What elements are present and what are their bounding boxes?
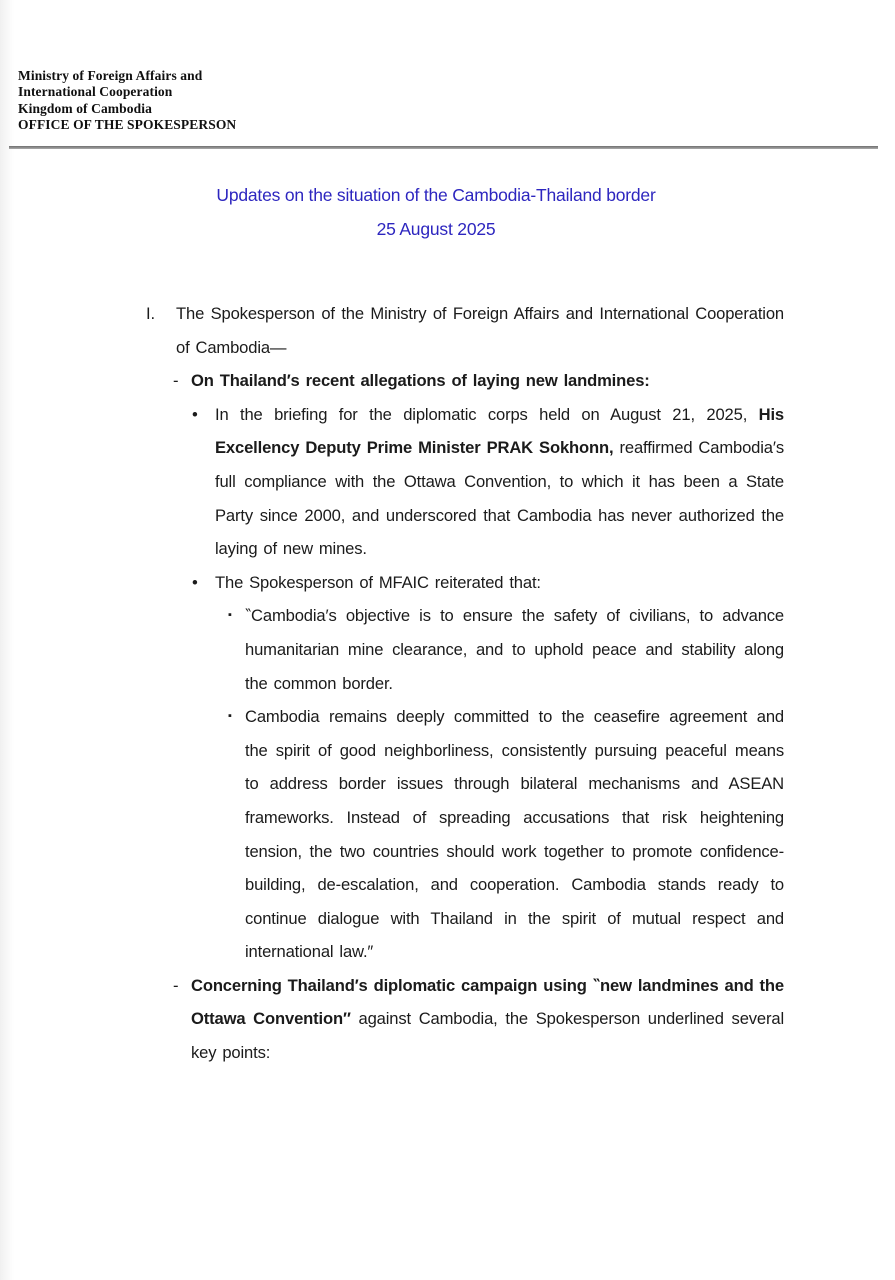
section-1-heading: [146, 297, 784, 364]
square-marker: ▪: [228, 710, 232, 723]
section-1-numeral: I.: [146, 304, 155, 323]
dash-item-2-post: against Cambodia, the Spokesperson underlined several key points:: [191, 1009, 784, 1063]
bullet-item-1-post: reaffirmed Cambodia′s full compliance with the Ottawa Convention, to which it has been a State Party since 2000, and underscored that Cambodia has never authorized the laying of new mines.: [215, 438, 784, 559]
bullet-item-1-text: [215, 398, 784, 566]
list-item: [146, 566, 784, 600]
list-item: [146, 364, 784, 398]
bullet-marker: •: [192, 404, 198, 424]
dash-item-2-text: [191, 969, 784, 1070]
letterhead-line-4: OFFICE OF THE SPOKESPERSON: [18, 116, 237, 132]
section-1-heading-text: The Spokesperson of the Ministry of Foreign Affairs and International Cooperation of Cambodia—: [176, 304, 784, 357]
bullet-marker: •: [192, 572, 198, 592]
document-date: 25 August 2025: [376, 219, 496, 239]
list-item: [146, 969, 784, 1070]
letterhead-line-1: Ministry of Foreign Affairs and: [18, 68, 203, 83]
list-item: [146, 700, 784, 969]
letterhead-line-3: Kingdom of Cambodia: [18, 100, 152, 116]
document-title: Updates on the situation of the Cambodia-Thailand border: [216, 185, 656, 205]
bullet-item-2-text: The Spokesperson of MFAIC reiterated that:: [215, 572, 541, 592]
dash-item-2-bold: Concerning Thailand′s diplomatic campaign using ‶new landmines and the Ottawa Convention″: [191, 975, 784, 1029]
dash-marker: -: [173, 975, 179, 995]
list-item: [146, 398, 784, 566]
dash-item-1-text: On Thailand′s recent allegations of laying new landmines:: [191, 371, 650, 391]
list-item: [146, 599, 784, 700]
bullet-item-1-bold: His Excellency Deputy Prime Minister PRAK Sokhonn,: [215, 404, 784, 458]
title-block: [0, 178, 872, 246]
bullet-item-1-pre: In the briefing for the diplomatic corps held on August 21, 2025,: [215, 404, 759, 424]
document-body: [146, 297, 784, 1070]
square-item-1-text: ‶Cambodia′s objective is to ensure the safety of civilians, to advance humanitarian mine clearance, and to uphold peace and stability along the common border.: [245, 606, 784, 693]
letterhead: [18, 68, 236, 133]
horizontal-rule: [9, 146, 878, 149]
letterhead-line-2: International Cooperation: [18, 84, 173, 100]
dash-marker: -: [173, 371, 179, 391]
square-item-2-text: Cambodia remains deeply committed to the ceasefire agreement and the spirit of good neighborliness, consistently pursuing peaceful means to address border issues through bilateral mechanisms and ASEAN frameworks. Instead of spreading accusations that risk heightening tension, the two countries should work together to promote confidence-building, de-escalation, and cooperation. Cambodia stands ready to continue dialogue with Thailand in the spirit of mutual respect and international law.″: [245, 707, 784, 962]
square-marker: ▪: [228, 609, 232, 622]
